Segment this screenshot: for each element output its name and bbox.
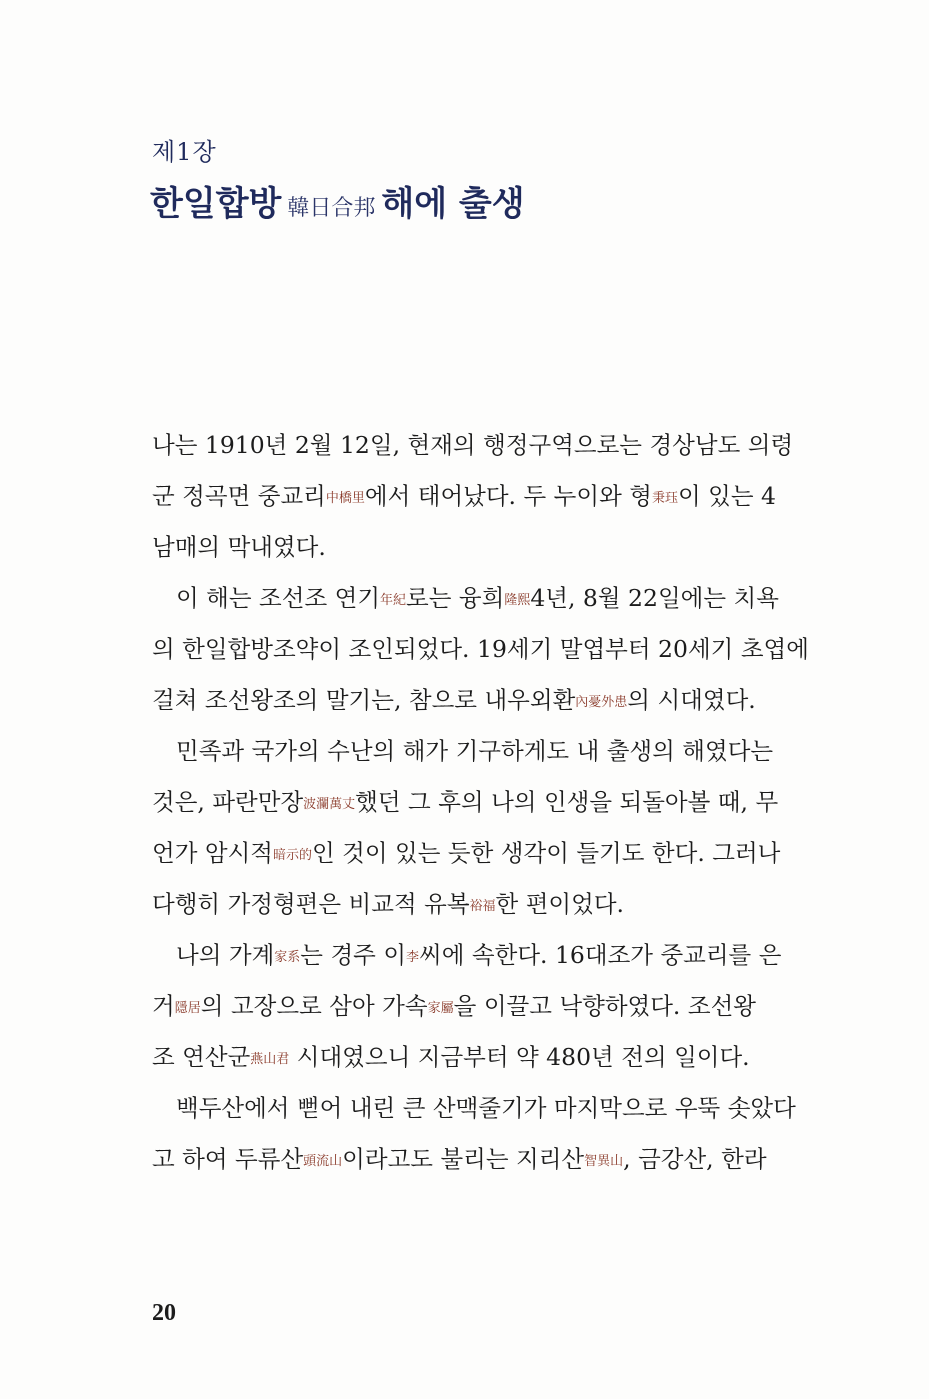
text-line	[152, 1032, 756, 1083]
hanja-annotation: 中橋里	[325, 491, 365, 506]
text-segment: 이라고도 불리는 지리산	[342, 1145, 585, 1173]
text-segment: 시대였으니 지금부터 약 480년 전의 일이다.	[289, 1043, 750, 1071]
text-segment: 이 해는 조선조 연기	[176, 584, 381, 612]
chapter-title-korean-end: 해에 출생	[381, 184, 525, 224]
text-segment: 군 정곡면 중교리	[152, 482, 326, 510]
hanja-annotation: 內憂外患	[575, 695, 628, 710]
text-segment: 인 것이 있는 듯한 생각이 들기도 한다. 그러나	[312, 839, 781, 867]
text-line	[152, 624, 809, 675]
hanja-annotation: 家屬	[427, 1001, 454, 1016]
text-line	[152, 420, 794, 471]
text-segment: 했던 그 후의 나의 인생을 되돌아볼 때, 무	[355, 788, 779, 816]
hanja-annotation: 暗示的	[272, 848, 312, 863]
text-segment: 는 경주 이	[300, 941, 407, 969]
text-line	[152, 726, 774, 777]
hanja-annotation: 秉珏	[651, 491, 678, 506]
hanja-annotation: 家系	[274, 950, 301, 965]
text-segment: 로는 융희	[406, 584, 505, 612]
text-line	[152, 777, 779, 828]
chapter-title-hanja: 韓日合邦	[287, 196, 376, 221]
page-number: 20	[152, 1300, 176, 1326]
text-segment: 이 있는 4	[677, 482, 776, 510]
hanja-annotation: 隱居	[174, 1001, 201, 1016]
text-line	[152, 522, 756, 573]
text-line	[152, 879, 756, 930]
text-segment: 백두산에서 뻗어 내린 큰 산맥줄기가 마지막으로 우뚝 솟았다	[176, 1094, 796, 1122]
text-line	[152, 675, 756, 726]
text-segment: 에서 태어났다. 두 누이와 형	[364, 482, 652, 510]
text-line	[152, 471, 776, 522]
text-segment: 의 한일합방조약이 조인되었다. 19세기 말엽부터 20세기 초엽에	[152, 635, 809, 663]
chapter-title-korean: 한일합방	[150, 184, 282, 224]
chapter-label: 제1장	[152, 138, 217, 166]
text-segment: 고 하여 두류산	[152, 1145, 304, 1173]
text-segment: 나는 1910년 2월 12일, 현재의 행정구역으로는 경상남도 의령	[152, 431, 794, 459]
text-line	[152, 981, 756, 1032]
text-line	[152, 1083, 796, 1134]
text-line	[152, 573, 779, 624]
hanja-annotation: 燕山君	[250, 1052, 290, 1067]
text-segment: 것은, 파란만장	[152, 788, 304, 816]
text-segment: 나의 가계	[176, 941, 275, 969]
hanja-annotation: 李	[406, 950, 420, 965]
hanja-annotation: 頭流山	[303, 1154, 343, 1169]
hanja-annotation: 裕福	[469, 899, 496, 914]
hanja-annotation: 智異山	[584, 1154, 624, 1169]
text-segment: 거	[152, 992, 175, 1020]
text-segment: 남매의 막내였다.	[152, 533, 326, 561]
text-segment: 4년, 8월 22일에는 치욕	[530, 584, 779, 612]
text-segment: 언가 암시적	[152, 839, 273, 867]
hanja-annotation: 隆熙	[504, 593, 531, 608]
text-line	[152, 930, 782, 981]
text-segment: 씨에 속한다. 16대조가 중교리를 은	[419, 941, 782, 969]
text-segment: 한 편이었다.	[495, 890, 624, 918]
text-segment: 민족과 국가의 수난의 해가 기구하게도 내 출생의 해였다는	[176, 737, 774, 765]
text-segment: 걸쳐 조선왕조의 말기는, 참으로 내우외환	[152, 686, 576, 714]
text-segment: 의 시대였다.	[627, 686, 756, 714]
text-segment: 조 연산군	[152, 1043, 251, 1071]
text-line	[152, 1134, 767, 1185]
hanja-annotation: 波瀾萬丈	[303, 797, 356, 812]
chapter-title	[150, 176, 525, 225]
text-segment: 을 이끌고 낙향하였다. 조선왕	[453, 992, 756, 1020]
text-segment: 다행히 가정형편은 비교적 유복	[152, 890, 470, 918]
text-segment: 의 고장으로 삼아 가속	[200, 992, 428, 1020]
hanja-annotation: 年紀	[380, 593, 407, 608]
text-segment: , 금강산, 한라	[623, 1145, 767, 1173]
body-text	[152, 420, 809, 1185]
text-line	[152, 828, 781, 879]
